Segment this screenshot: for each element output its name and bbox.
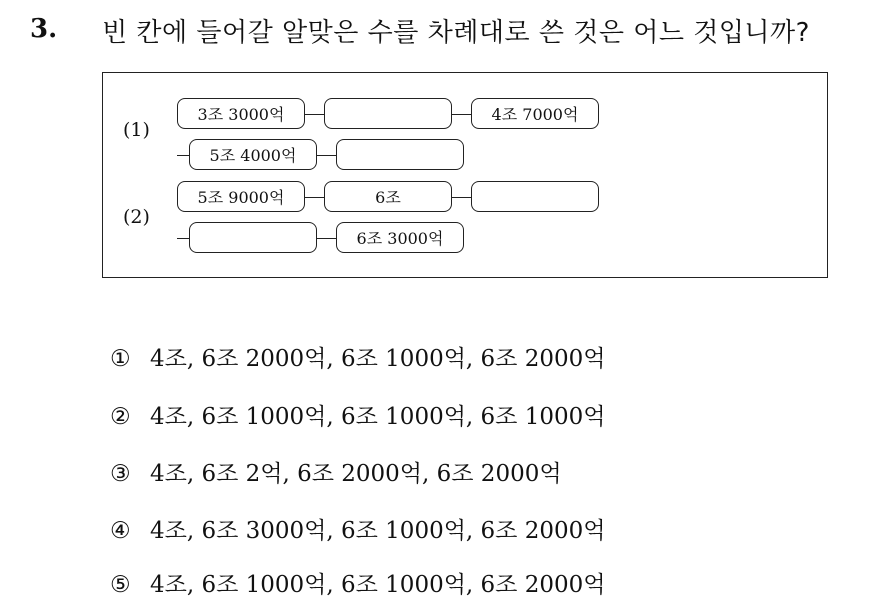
choice-5-text: 4조, 6조 1000억, 6조 1000억, 6조 2000억 — [150, 572, 606, 598]
choice-3-marker: ③ — [110, 461, 131, 487]
connector — [317, 238, 336, 239]
connector — [452, 114, 471, 115]
choice-1-text: 4조, 6조 2000억, 6조 1000억, 6조 2000억 — [150, 346, 606, 372]
part-1-row-1-cell-1: 3조 3000억 — [177, 98, 305, 129]
choice-4-text: 4조, 6조 3000억, 6조 1000억, 6조 2000억 — [150, 518, 606, 544]
part-1-row-2-cell-1: 5조 4000억 — [189, 139, 317, 170]
choice-5[interactable] — [110, 566, 605, 599]
choice-2-text: 4조, 6조 1000억, 6조 1000억, 6조 1000억 — [150, 404, 606, 430]
connector — [305, 114, 324, 115]
connector — [452, 197, 471, 198]
question-number: 3. — [30, 14, 58, 44]
part-2-row-1-cell-2: 6조 — [324, 181, 452, 212]
part-2-row-1-cell-3-blank — [471, 181, 599, 212]
connector — [177, 238, 189, 239]
choice-1-marker: ① — [110, 346, 131, 372]
connector — [177, 155, 189, 156]
part-2-row-2-cell-1-blank — [189, 222, 317, 253]
connector — [317, 155, 336, 156]
part-1-row-1-cell-2-blank — [324, 98, 452, 129]
choice-2[interactable] — [110, 398, 605, 431]
part-2-row-2-cell-2: 6조 3000억 — [336, 222, 464, 253]
part-2-row-1-cell-1: 5조 9000억 — [177, 181, 305, 212]
choice-2-marker: ② — [110, 404, 131, 430]
choice-1[interactable] — [110, 340, 605, 373]
question-text: 빈 칸에 들어갈 알맞은 수를 차례대로 쓴 것은 어느 것입니까? — [102, 18, 810, 48]
choice-4[interactable] — [110, 512, 605, 545]
part-2-label: (2) — [123, 206, 150, 228]
problem-box — [102, 72, 828, 278]
part-1-row-1-cell-3: 4조 7000억 — [471, 98, 599, 129]
choice-5-marker: ⑤ — [110, 572, 131, 598]
part-1-row-2-cell-2-blank — [336, 139, 464, 170]
choice-4-marker: ④ — [110, 518, 131, 544]
choice-3[interactable] — [110, 455, 562, 488]
connector — [305, 197, 324, 198]
part-1-label: (1) — [123, 119, 150, 141]
choice-3-text: 4조, 6조 2억, 6조 2000억, 6조 2000억 — [150, 461, 562, 487]
